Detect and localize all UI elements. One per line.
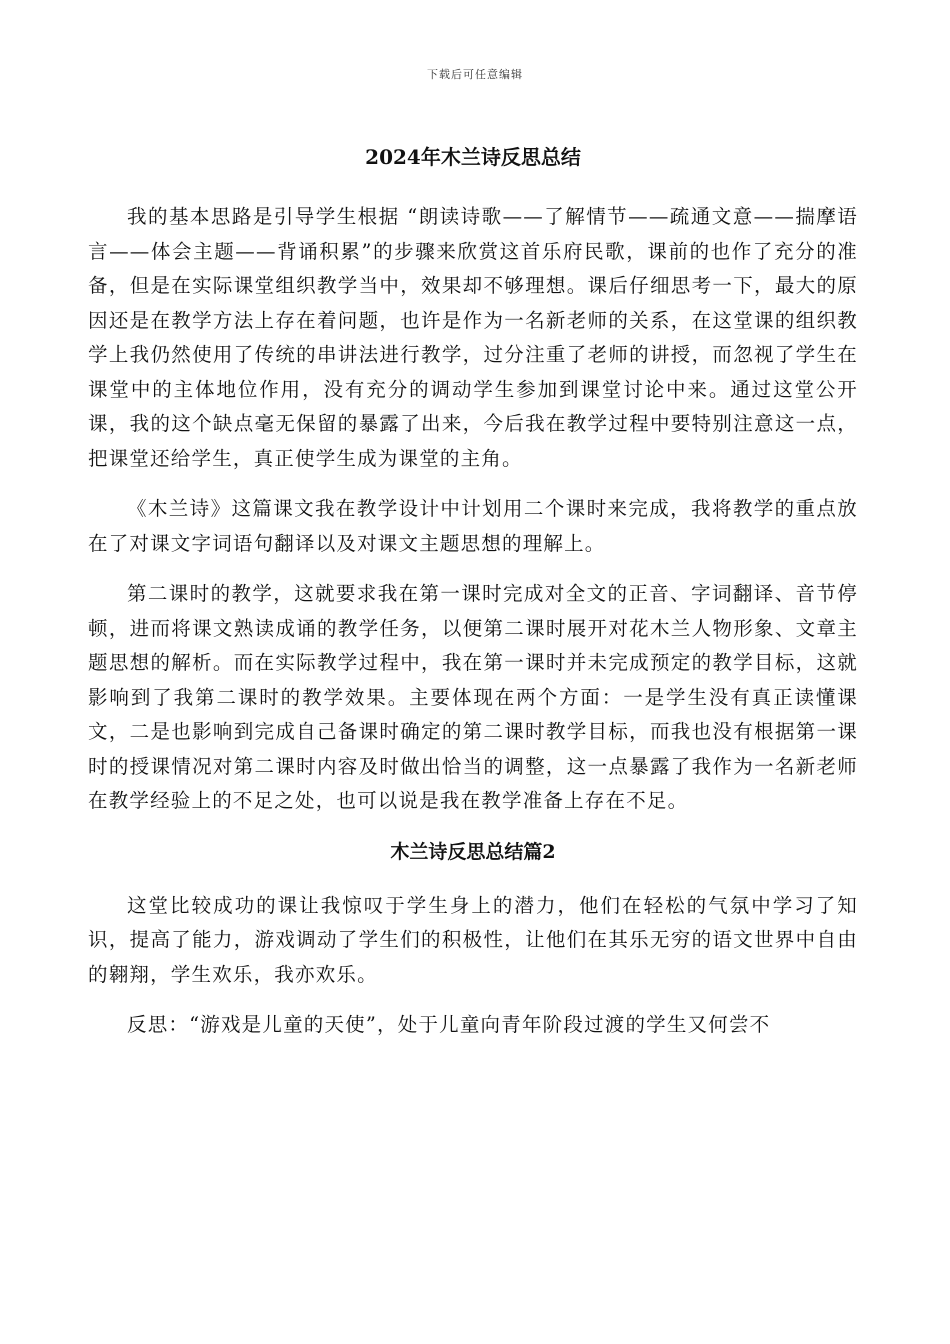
paragraph: 反思：“游戏是儿童的天使”，处于儿童向青年阶段过渡的学生又何尝不 [127,1013,771,1036]
paragraph: 这堂比较成功的课让我惊叹于学生身上的潜力，他们在轻松的气氛中学习了知识，提高了能力，游戏调动了学生们的积极性，让他们在其乐无穷的语文世界中自由的翱翔，学生欢乐，我亦欢乐。 [88,893,858,986]
paragraph: 我的基本思路是引导学生根据 “朗读诗歌——了解情节——疏通文意——揣摩语言——体会主题——背诵积累”的步骤来欣赏这首乐府民歌，课前的也作了充分的准备，但是在实际课堂组织教学当中，效果却不够理想。课后仔细思考一下，最大的原因还是在教学方法上存在着问题，也许是作为一名新老师的关系，在这堂课的组织教学上我仍然使用了传统的串讲法进行教学，过分注重了老师的讲授，而忽视了学生在课堂中的主体地位作用，没有充分的调动学生参加到课堂讨论中来。通过这堂公开课，我的这个缺点毫无保留的暴露了出来，今后我在教学过程中要特别注意这一点，把课堂还给学生，真正使学生成为课堂的主角。 [88,205,858,470]
paragraph: 第二课时的教学，这就要求我在第一课时完成对全文的正音、字词翻译、音节停顿，进而将课文熟读成诵的教学任务，以便第二课时展开对花木兰人物形象、文章主题思想的解析。而在实际教学过程中，我在第一课时并未完成预定的教学目标，这就影响到了我第二课时的教学效果。主要体现在两个方面：一是学生没有真正读懂课文，二是也影响到完成自己备课时确定的第二课时教学目标，而我也没有根据第一课时的授课情况对第二课时内容及时做出恰当的调整，这一点暴露了我作为一名新老师在教学经验上的不足之处，也可以说是我在教学准备上存在不足。 [88,582,858,812]
document-title: 2024年木兰诗反思总结 [365,145,581,169]
paragraph: 《木兰诗》这篇课文我在教学设计中计划用二个课时来完成，我将教学的重点放在了对课文字词语句翻译以及对课文主题思想的理解上。 [88,497,858,555]
section-title: 木兰诗反思总结篇2 [390,840,556,863]
download-note: 下载后可任意编辑 [427,68,523,81]
document-body [88,140,858,1059]
